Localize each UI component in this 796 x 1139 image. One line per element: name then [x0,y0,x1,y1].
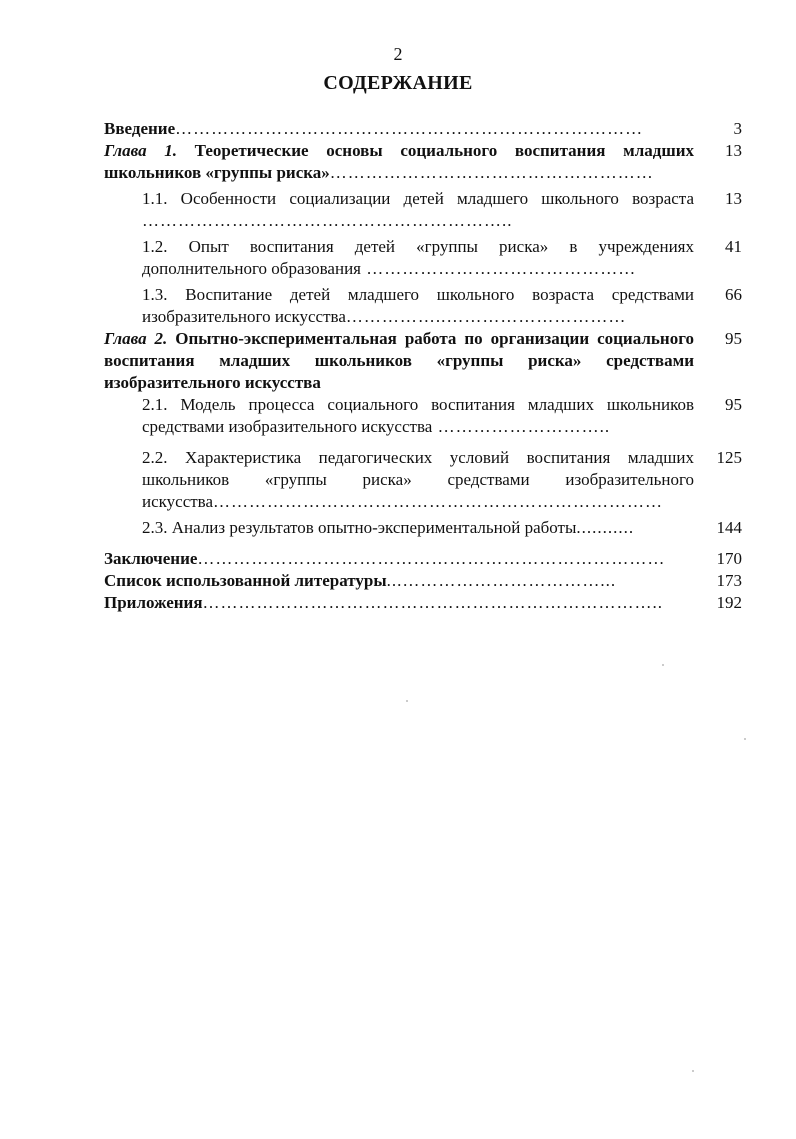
toc-dot-leader: ...……………………………... [386,571,617,590]
toc-entry-text: Опытно-экспериментальная работа по организации социального воспитания младших школьников «группы риска» средствами изобразительного искусства [104,329,694,392]
page-title: СОДЕРЖАНИЕ [323,72,473,94]
toc-entry-text: 1.1. Особенности социализации детей младшего школьного возраста [142,189,694,208]
toc-entry-bibliography[interactable] [104,570,744,592]
toc-dot-leader: ……………………………………………… [329,163,654,182]
toc-page-number: 192 [716,593,742,612]
toc-dot-leader: …………………………………………………………………… [197,549,666,568]
toc-dot-leader: ……………………….. [432,417,611,436]
toc-entry-text: 1.2. Опыт воспитания детей «группы риска» в учреждениях дополнительного образования [142,237,694,278]
toc-entry-heading: Введение [104,119,176,138]
toc-entry-appendices[interactable] [104,592,744,614]
toc-dot-leader: ........... [576,518,635,537]
toc-entry-section-1-1[interactable] [104,188,744,232]
toc-entry-section-2-1[interactable] [104,394,744,438]
toc-page-number: 95 [725,395,742,414]
toc-entry-text: 1.3. Воспитание детей младшего школьного возраста средствами изобразительного искусства [142,285,694,326]
toc-page-number: 144 [716,518,742,537]
toc-entry-introduction[interactable] [104,118,744,140]
toc-entry-text: 2.1. Модель процесса социального воспитания младших школьников средствами изобразительного искусства [142,395,694,436]
toc-entry-conclusion[interactable] [104,548,744,570]
toc-entry-section-2-2[interactable] [104,447,744,513]
toc-dot-leader: …………………………………………………….. [142,211,513,230]
toc-entry-text: 2.2. Характеристика педагогических условий воспитания младших школьников «группы риска» средствами изобразительного искусства [142,448,694,511]
toc-page-number: 95 [725,329,742,348]
toc-entry-section-1-2[interactable] [104,236,744,280]
scan-speck [662,664,664,666]
scan-speck [744,738,746,740]
scan-speck [406,700,408,702]
toc-entry-chapter-1[interactable] [104,140,744,184]
toc-entry-section-1-3[interactable] [104,284,744,328]
toc-page-number: 125 [716,448,742,467]
toc-dot-leader: ……………..………………………… [345,307,627,326]
table-of-contents [104,118,744,614]
toc-entry-heading: Список использованной литературы [104,571,387,590]
toc-page-number: 66 [725,285,742,304]
toc-dot-leader: ……………………………………… [360,259,637,278]
toc-chapter-label: Глава 2. [104,329,168,348]
toc-page-number: 3 [733,119,742,138]
toc-dot-leader: ………………………………………………………………….. [202,593,664,612]
toc-entry-text: 2.3. Анализ результатов опытно-экспериментальной работы [142,518,577,537]
toc-page-number: 13 [725,189,742,208]
toc-page-number: 41 [725,237,742,256]
toc-entry-heading: Приложения [104,593,203,612]
toc-chapter-label: Глава 1. [104,141,177,160]
toc-entry-chapter-2[interactable] [104,328,744,394]
toc-dot-leader: …………………………………………………………………… [175,119,644,138]
toc-page-number: 13 [725,141,742,160]
toc-dot-leader: ………………………………………………………………… [213,492,664,511]
toc-page-number: 170 [716,549,742,568]
toc-entry-section-2-3[interactable] [104,517,744,539]
toc-page-number: 173 [716,571,742,590]
scan-speck [692,1070,694,1072]
toc-entry-text: Теоретические основы социального воспитания младших школьников «группы риска» [104,141,694,182]
page-number: 2 [393,44,403,64]
toc-entry-heading: Заключение [104,549,198,568]
